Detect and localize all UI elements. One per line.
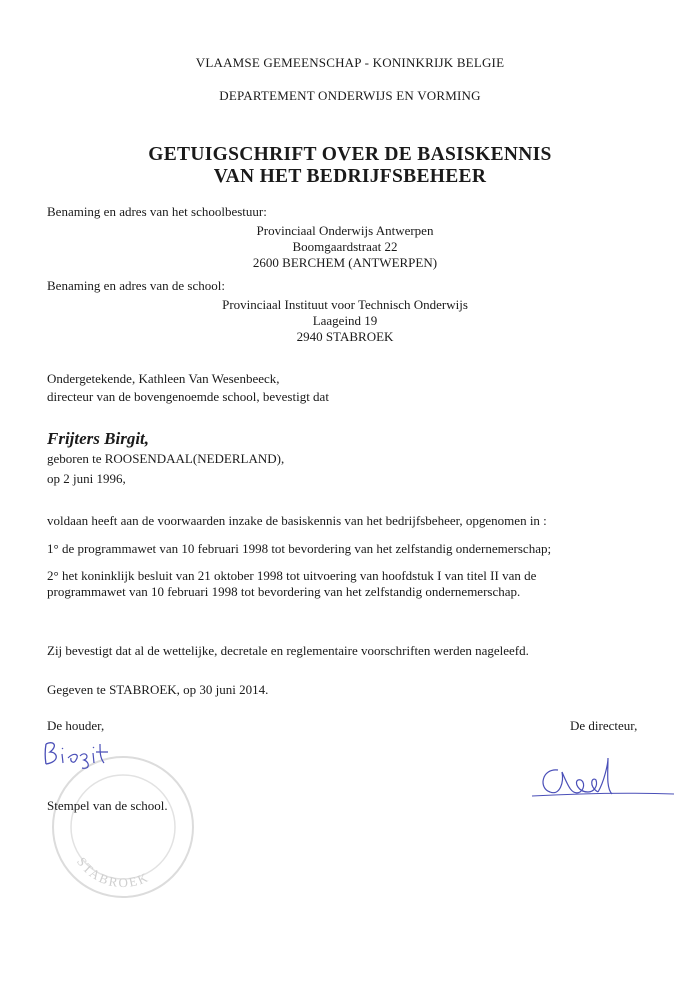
legal-reference-2-line1: 2° het koninklijk besluit van 21 oktober 1998 tot uitvoering van hoofdstuk I van titel II van de [47, 568, 537, 583]
school-city: 2940 STABROEK [296, 329, 394, 344]
holder-birthdate: op 2 juni 1996, [47, 471, 126, 486]
document-title-line2: VAN HET BEDRIJFSBEHEER [213, 166, 487, 187]
svg-text:STABROEK [74, 854, 151, 890]
legal-reference-1: 1° de programmawet van 10 februari 1998 tot bevordering van het zelfstandig ondernemerschap; [47, 541, 552, 556]
school-name: Provinciaal Instituut voor Technisch Onderwijs [222, 297, 468, 312]
director-signature [528, 752, 678, 808]
signatory-line1: Ondergetekende, Kathleen Van Wesenbeeck, [47, 371, 280, 386]
holder-label: De houder, [47, 718, 105, 733]
holder-birthplace: geboren te ROOSENDAAL(NEDERLAND), [47, 451, 285, 466]
stamp-text: STABROEK [74, 854, 152, 891]
conditions-intro: voldaan heeft aan de voorwaarden inzake de basiskennis van het bedrijfsbeheer, opgenomen in : [47, 513, 547, 528]
holder-name: Frijters Birgit, [47, 429, 150, 448]
school-stamp [48, 752, 198, 902]
document-title-line1: GETUIGSCHRIFT OVER DE BASISKENNIS [148, 144, 552, 165]
schoolbestuur-name: Provinciaal Onderwijs Antwerpen [256, 223, 434, 238]
issue-place-date: Gegeven te STABROEK, op 30 juni 2014. [47, 682, 269, 697]
schoolbestuur-city: 2600 BERCHEM (ANTWERPEN) [252, 255, 438, 270]
legal-reference-2-line2: programmawet van 10 februari 1998 tot bevordering van het zelfstandig ondernemerschap. [47, 584, 521, 599]
school-label: Benaming en adres van de school: [47, 278, 225, 293]
header-department: DEPARTEMENT ONDERWIJS EN VORMING [219, 88, 481, 103]
compliance-statement: Zij bevestigt dat al de wettelijke, decretale en reglementaire voorschriften werden nageleefd. [47, 643, 529, 658]
stamp-label: Stempel van de school. [47, 798, 168, 813]
header-community: VLAAMSE GEMEENSCHAP - KONINKRIJK BELGIE [195, 55, 505, 70]
schoolbestuur-street: Boomgaardstraat 22 [292, 239, 398, 254]
holder-signature [40, 736, 120, 770]
director-label: De directeur, [570, 718, 638, 733]
school-street: Laageind 19 [312, 313, 378, 328]
schoolbestuur-label: Benaming en adres van het schoolbestuur: [47, 204, 267, 219]
signatory-line2: directeur van de bovengenoemde school, bevestigt dat [47, 389, 329, 404]
